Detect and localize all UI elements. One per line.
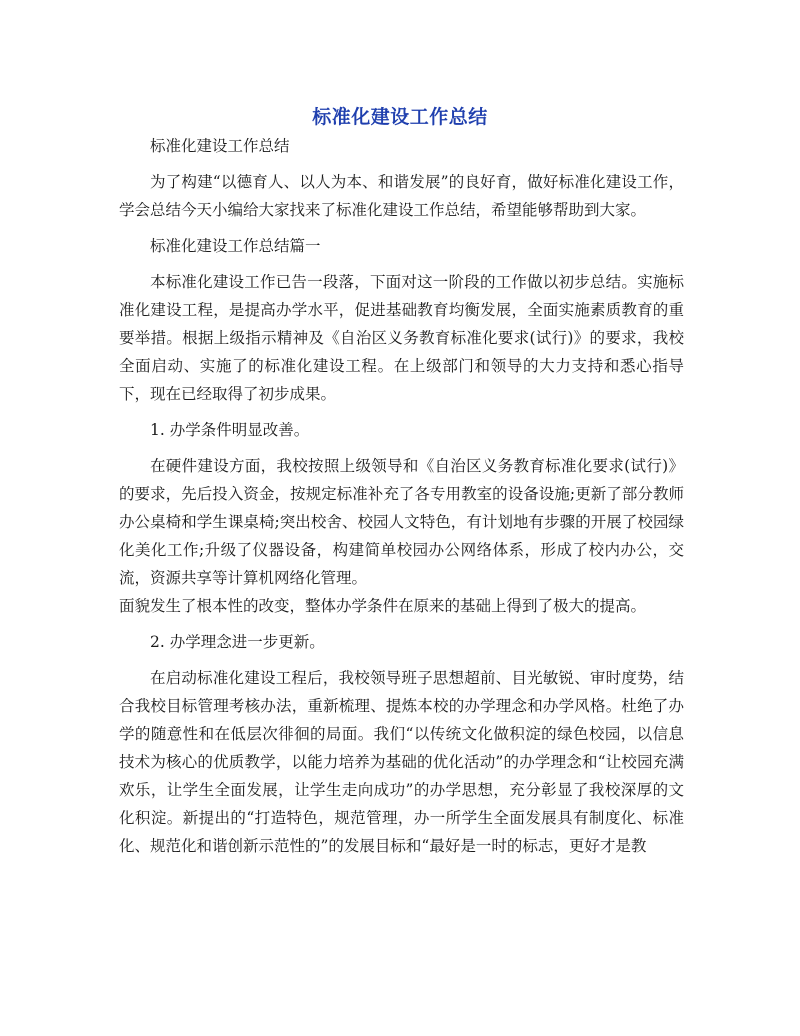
paragraph-point-1-heading: 1. 办学条件明显改善。 (150, 421, 310, 439)
paragraph-philosophy: 在启动标准化建设工程后，我校领导班子思想超前、目光敏锐、审时度势，结合我校目标管理考核办法，重新梳理、提炼本校的办学理念和办学风格。杜绝了办学的随意性和在低层次徘徊的局面。我们“以传统文化做积淀的绿色校园，以信息技术为核心的优质教学，以能力培养为基础的优化活动”的办学理念和“让校园充满欢乐，让学生全面发展，让学生走向成功”的办学思想，充分彰显了我校深厚的文化积淀。新提出的“打造特色，规范管理，办一所学生全面发展具有制度化、标准化、规范化和谐创新示范性的”的发展目标和“最好是一时的标志，更好才是教 (119, 669, 684, 855)
document-title: 标准化建设工作总结 (312, 106, 488, 128)
paragraph-overview: 本标准化建设工作已告一段落，下面对这一阶段的工作做以初步总结。实施标准化建设工程，是提高办学水平，促进基础教育均衡发展，全面实施素质教育的重要举措。根据上级指示精神及《自治区义务教育标准化要求(试行)》的要求，我校全面启动、实施了的标准化建设工程。在上级部门和领导的大力支持和悉心指导下，现在已经取得了初步成果。 (119, 273, 684, 403)
paragraph-section-heading: 标准化建设工作总结篇一 (150, 237, 321, 255)
paragraph-intro: 为了构建“以德育人、以人为本、和谐发展”的良好育，做好标准化建设工作，学会总结今天小编给大家找来了标准化建设工作总结，希望能够帮助到大家。 (119, 173, 684, 219)
document-body (119, 132, 684, 860)
paragraph-subtitle: 标准化建设工作总结 (150, 137, 290, 155)
paragraph-point-2-heading: 2. 办学理念进一步更新。 (150, 633, 325, 651)
paragraph-hardware-continued: 面貌发生了根本性的改变，整体办学条件在原来的基础上得到了极大的提高。 (119, 597, 647, 615)
paragraph-hardware: 在硬件建设方面，我校按照上级领导和《自治区义务教育标准化要求(试行)》的要求，先后投入资金，按规定标准补充了各专用教室的设备设施;更新了部分教师办公桌椅和学生课桌椅;突出校舍、校园人文特色，有计划地有步骤的开展了校园绿化美化工作;升级了仪器设备，构建简单校园办公网络体系，形成了校内办公，交流，资源共享等计算机网络化管理。 (119, 457, 684, 587)
